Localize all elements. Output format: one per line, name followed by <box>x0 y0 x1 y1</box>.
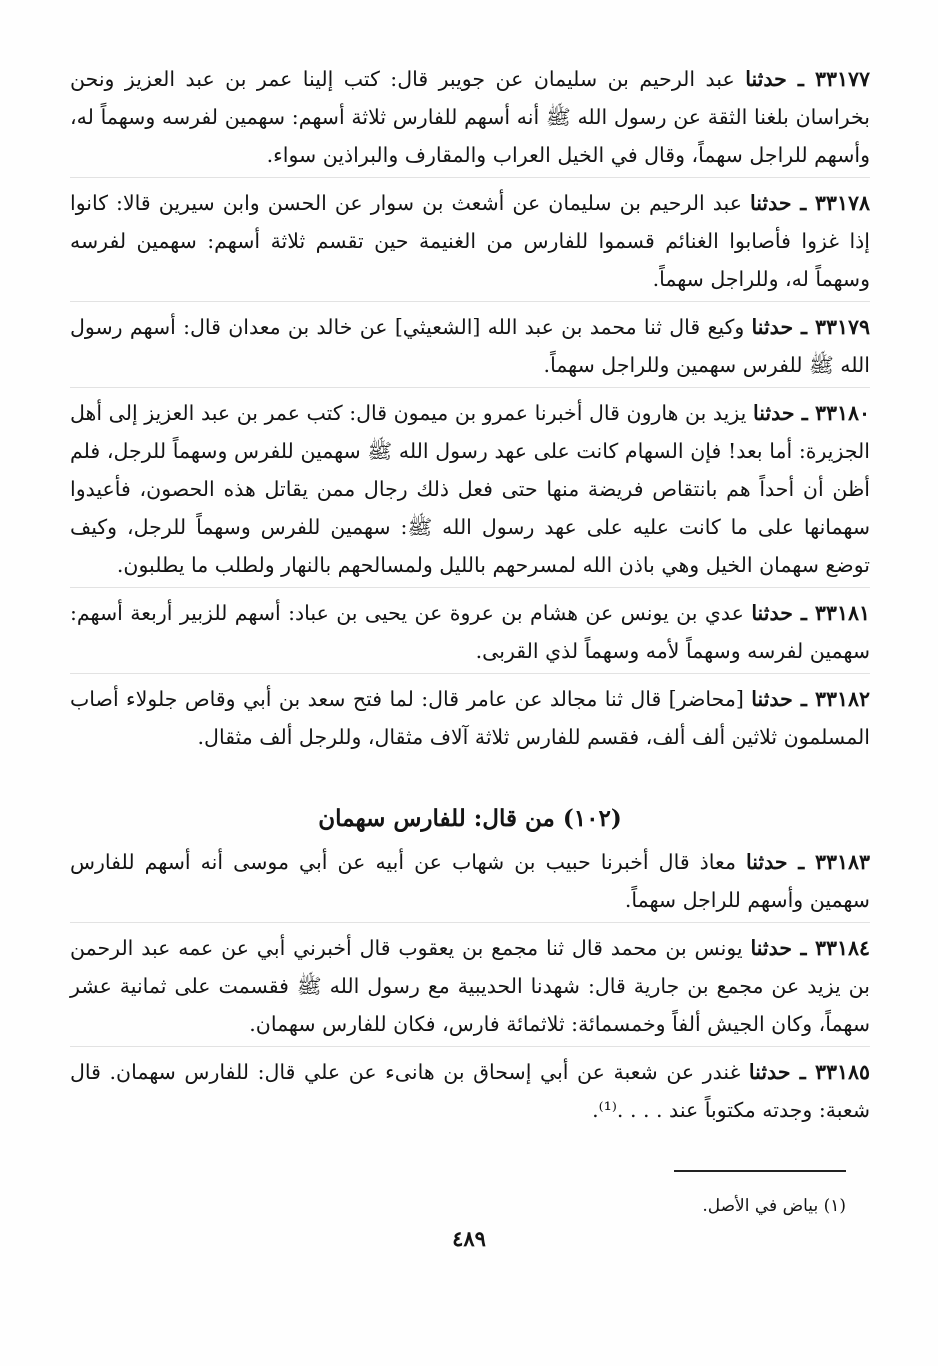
page-number: ٤٨٩ <box>452 1226 486 1251</box>
footnote-separator <box>674 1170 846 1172</box>
hadith-opener: حدثنا <box>751 601 793 625</box>
hadith-list-after <box>70 843 870 1132</box>
hadith-entry: ٣٣١٨٥ ـ حدثنا غندر عن شعبة عن أبي إسحاق بن هانىء عن علي قال: للفارس سهمان. قال شعبة: وجدته مكتوباً عند . . . .⁽¹⁾. <box>70 1060 870 1122</box>
hadith-text: [محاضر] قال ثنا مجالد عن عامر قال: لما فتح سعد بن أبي وقاص جلولاء أصاب المسلمون ثلاثين ألف ألف، فقسم للفارس ثلاثة آلاف مثقال، وللرجل ألف مثقال. <box>70 687 870 749</box>
hadith-opener: حدثنا <box>745 850 788 874</box>
hadith-list-before <box>70 60 870 759</box>
hadith-text: عبد الرحيم بن سليمان عن أشعث بن سوار عن الحسن وابن سيرين قالا: كانوا إذا غزوا فأصابوا الغنائم قسموا للفارس من الغنيمة حين تقسم ثلاثة أسهم: سهمين لفرسه وسهماً له، وللراجل سهماً. <box>70 191 870 291</box>
hadith-entry: ٣٣١٨١ ـ حدثنا عدي بن يونس عن هشام بن عروة عن يحيى بن عباد: أسهم للزبير أربعة أسهم: سهمين لفرسه وسهماً لأمه وسهماً لذي القربى. <box>70 594 870 674</box>
hadith-text: يونس بن محمد قال ثنا مجمع بن يعقوب قال أخبرني أبي عن عمه عبد الرحمن بن يزيد عن مجمع بن جارية قال: شهدنا الحديبية مع رسول الله ﷺ فقسمت على ثمانية عشر سهماً، وكان الجيش ألفاً وخمسمائة: ثلاثمائة فارس، فكان للفارس سهمان. <box>70 936 870 1036</box>
hadith-opener: حدثنا <box>750 936 793 960</box>
hadith-entry: ٣٣١٧٧ ـ حدثنا عبد الرحيم بن سليمان عن جويبر قال: كتب إلينا عمر بن عبد العزيز ونحن بخراسان بلغنا الثقة عن رسول الله ﷺ أنه أسهم للفارس ثلاثة أسهم: سهمين لفرسه وسهماً له، وأسهم للراجل سهماً، وقال في الخيل العراب والمقارف والبراذين سواء. <box>70 60 870 178</box>
hadith-number: ٣٣١٨١ <box>814 601 870 625</box>
footnote: (١) بياض في الأصل. <box>702 1196 846 1216</box>
hadith-text: عبد الرحيم بن سليمان عن جويبر قال: كتب إلينا عمر بن عبد العزيز ونحن بخراسان بلغنا الثقة عن رسول الله ﷺ أنه أسهم للفارس ثلاثة أسهم: سهمين لفرسه وسهماً له، وأسهم للراجل سهماً، وقال في الخيل العراب والمقارف والبراذين سواء. <box>70 67 870 167</box>
hadith-entry: ٣٣١٨٤ ـ حدثنا يونس بن محمد قال ثنا مجمع بن يعقوب قال أخبرني أبي عن عمه عبد الرحمن بن يزيد عن مجمع بن جارية قال: شهدنا الحديبية مع رسول الله ﷺ فقسمت على ثمانية عشر سهماً، وكان الجيش ألفاً وخمسمائة: ثلاثمائة فارس، فكان للفارس سهمان. <box>70 929 870 1047</box>
chapter-heading: (١٠٢) من قال: للفارس سهمان <box>318 805 622 832</box>
hadith-number: ٣٣١٨٤ <box>814 936 870 960</box>
hadith-text: عدي بن يونس عن هشام بن عروة عن يحيى بن عباد: أسهم للزبير أربعة أسهم: سهمين لفرسه وسهماً لأمه وسهماً لذي القربى. <box>70 601 870 663</box>
hadith-text: معاذ قال أخبرنا حبيب بن شهاب عن أبيه عن أبي موسى أنه أسهم للفارس سهمين وأسهم للراجل سهماً. <box>70 850 870 912</box>
hadith-entry: ٣٣١٧٨ ـ حدثنا عبد الرحيم بن سليمان عن أشعث بن سوار عن الحسن وابن سيرين قالا: كانوا إذا غزوا فأصابوا الغنائم قسموا للفارس من الغنيمة حين تقسم ثلاثة أسهم: سهمين لفرسه وسهماً له، وللراجل سهماً. <box>70 184 870 302</box>
hadith-opener: حدثنا <box>752 401 795 425</box>
hadith-number: ٣٣١٨٥ <box>814 1060 870 1084</box>
hadith-number: ٣٣١٨٢ <box>814 687 870 711</box>
hadith-entry: ٣٣١٨٠ ـ حدثنا يزيد بن هارون قال أخبرنا عمرو بن ميمون قال: كتب عمر بن عبد العزيز إلى أهل الجزيرة: أما بعد! فإن السهام كانت على عهد رسول الله ﷺ سهمين للفرس وسهماً للرجل، فلم أظن أن أحداً هم بانتقاص فريضة منها حتى فعل ذلك رجال ممن يقاتل هذه الحصون، فأعيدوا سهمانها على ما كانت عليه على عهد رسول الله ﷺ: سهمين للفرس وسهماً للرجل، وكيف توضع سهمان الخيل وهي باذن الله لمسرحهم بالليل ولمسالحهم بالنهار ولطلب ما يطلبون. <box>70 394 870 588</box>
hadith-entry: ٣٣١٨٢ ـ حدثنا [محاضر] قال ثنا مجالد عن عامر قال: لما فتح سعد بن أبي وقاص جلولاء أصاب المسلمون ثلاثين ألف ألف، فقسم للفارس ثلاثة آلاف مثقال، وللرجل ألف مثقال. <box>70 687 870 749</box>
hadith-number: ٣٣١٧٨ <box>814 191 870 215</box>
page-body <box>70 60 870 1138</box>
hadith-opener: حدثنا <box>751 315 794 339</box>
hadith-entry: ٣٣١٨٣ ـ حدثنا معاذ قال أخبرنا حبيب بن شهاب عن أبيه عن أبي موسى أنه أسهم للفارس سهمين وأسهم للراجل سهماً. <box>70 843 870 923</box>
hadith-number: ٣٣١٨٣ <box>814 850 870 874</box>
hadith-opener: حدثنا <box>751 687 793 711</box>
hadith-text: غندر عن شعبة عن أبي إسحاق بن هانىء عن علي قال: للفارس سهمان. قال شعبة: وجدته مكتوباً عند . . . .⁽¹⁾. <box>70 1060 870 1122</box>
hadith-entry: ٣٣١٧٩ ـ حدثنا وكيع قال ثنا محمد بن عبد الله [الشعيثي] عن خالد بن معدان قال: أسهم رسول الله ﷺ للفرس سهمين وللراجل سهماً. <box>70 308 870 388</box>
hadith-opener: حدثنا <box>750 191 792 215</box>
hadith-number: ٣٣١٨٠ <box>814 401 870 425</box>
hadith-text: وكيع قال ثنا محمد بن عبد الله [الشعيثي] عن خالد بن معدان قال: أسهم رسول الله ﷺ للفرس سهمين وللراجل سهماً. <box>70 315 870 377</box>
hadith-opener: حدثنا <box>748 1060 791 1084</box>
hadith-number: ٣٣١٧٧ <box>814 67 871 91</box>
hadith-opener: حدثنا <box>745 67 787 91</box>
hadith-number: ٣٣١٧٩ <box>814 315 871 339</box>
hadith-text: يزيد بن هارون قال أخبرنا عمرو بن ميمون قال: كتب عمر بن عبد العزيز إلى أهل الجزيرة: أما بعد! فإن السهام كانت على عهد رسول الله ﷺ سهمين للفرس وسهماً للرجل، فلم أظن أن أحداً هم بانتقاص فريضة منها حتى فعل ذلك رجال ممن يقاتل هذه الحصون، فأعيدوا سهمانها على ما كانت عليه على عهد رسول الله ﷺ: سهمين للفرس وسهماً للرجل، وكيف توضع سهمان الخيل وهي باذن الله لمسرحهم بالليل ولمسالحهم بالنهار ولطلب ما يطلبون. <box>70 401 870 577</box>
